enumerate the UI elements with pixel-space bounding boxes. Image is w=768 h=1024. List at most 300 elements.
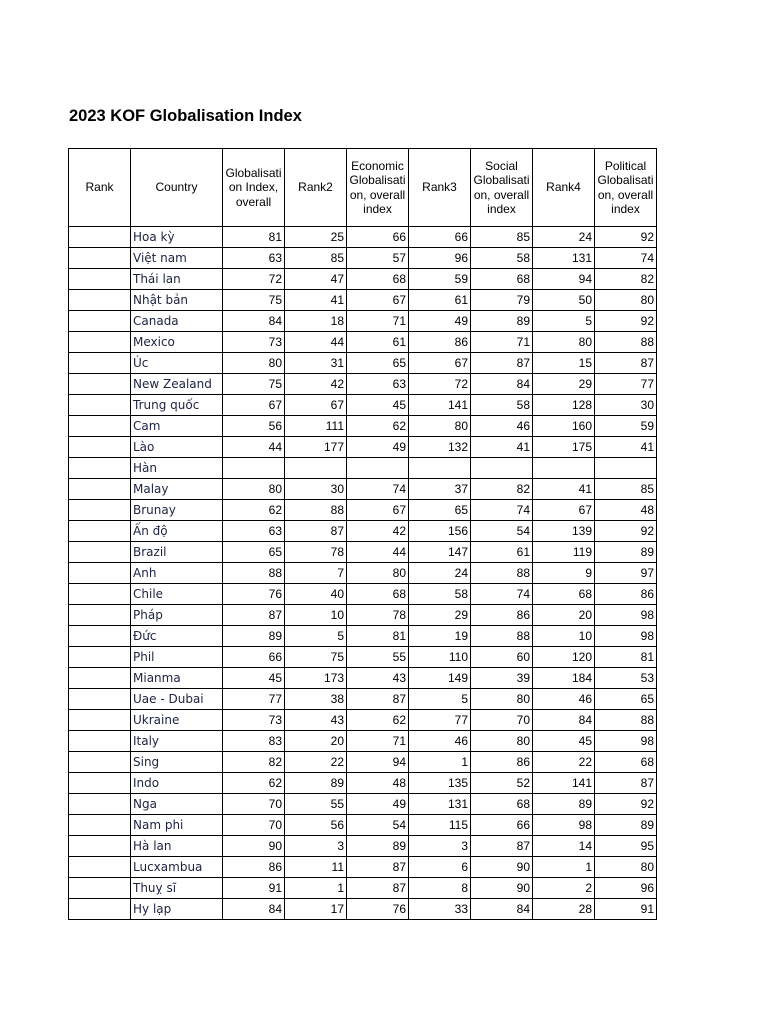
rank-cell [69, 815, 131, 836]
rank4-cell: 131 [533, 248, 595, 269]
rank2-cell [285, 458, 347, 479]
rank2-cell: 22 [285, 752, 347, 773]
rank3-cell: 29 [409, 605, 471, 626]
rank4-cell [533, 458, 595, 479]
rank4-cell: 160 [533, 416, 595, 437]
political-index-cell: 98 [595, 605, 657, 626]
table-row [69, 437, 657, 458]
political-index-cell: 96 [595, 878, 657, 899]
social-index-cell: 84 [471, 899, 533, 920]
country-cell: Việt nam [131, 248, 223, 269]
social-index-cell: 74 [471, 500, 533, 521]
rank2-cell: 1 [285, 878, 347, 899]
economic-index-cell: 62 [347, 710, 409, 731]
globalisation-index-cell: 83 [223, 731, 285, 752]
table-row [69, 899, 657, 920]
political-index-cell: 65 [595, 689, 657, 710]
rank4-cell: 175 [533, 437, 595, 458]
rank4-cell: 84 [533, 710, 595, 731]
rank2-cell: 20 [285, 731, 347, 752]
political-index-cell: 89 [595, 815, 657, 836]
rank2-cell: 177 [285, 437, 347, 458]
rank4-cell: 45 [533, 731, 595, 752]
country-cell: Cam [131, 416, 223, 437]
economic-index-cell [347, 458, 409, 479]
rank3-cell [409, 458, 471, 479]
rank2-cell: 87 [285, 521, 347, 542]
rank-cell [69, 689, 131, 710]
rank3-cell: 115 [409, 815, 471, 836]
rank4-cell: 139 [533, 521, 595, 542]
social-index-cell: 80 [471, 689, 533, 710]
rank4-cell: 120 [533, 647, 595, 668]
political-index-cell: 98 [595, 626, 657, 647]
header-social: Social Globalisation, overall index [471, 149, 533, 227]
rank-cell [69, 416, 131, 437]
rank2-cell: 42 [285, 374, 347, 395]
rank3-cell: 86 [409, 332, 471, 353]
table-row [69, 878, 657, 899]
political-index-cell: 92 [595, 521, 657, 542]
globalisation-index-cell [223, 458, 285, 479]
economic-index-cell: 54 [347, 815, 409, 836]
country-cell: Thuỵ sĩ [131, 878, 223, 899]
rank2-cell: 47 [285, 269, 347, 290]
rank3-cell: 156 [409, 521, 471, 542]
country-cell: Pháp [131, 605, 223, 626]
political-index-cell: 77 [595, 374, 657, 395]
country-cell: Hàn [131, 458, 223, 479]
globalisation-index-cell: 91 [223, 878, 285, 899]
table-row [69, 395, 657, 416]
table-row [69, 710, 657, 731]
social-index-cell: 58 [471, 395, 533, 416]
header-rank3: Rank3 [409, 149, 471, 227]
globalisation-index-cell: 90 [223, 836, 285, 857]
economic-index-cell: 71 [347, 311, 409, 332]
rank-cell [69, 521, 131, 542]
rank2-cell: 25 [285, 227, 347, 248]
social-index-cell: 61 [471, 542, 533, 563]
rank-cell [69, 395, 131, 416]
country-cell: Indo [131, 773, 223, 794]
rank4-cell: 1 [533, 857, 595, 878]
economic-index-cell: 45 [347, 395, 409, 416]
rank4-cell: 128 [533, 395, 595, 416]
globalisation-index-cell: 45 [223, 668, 285, 689]
rank-cell [69, 710, 131, 731]
country-cell: Đức [131, 626, 223, 647]
globalisation-index-cell: 70 [223, 815, 285, 836]
globalisation-index-cell: 62 [223, 500, 285, 521]
rank2-cell: 75 [285, 647, 347, 668]
rank3-cell: 61 [409, 290, 471, 311]
table-body [69, 227, 657, 920]
globalisation-index-cell: 87 [223, 605, 285, 626]
rank-cell [69, 605, 131, 626]
political-index-cell: 30 [595, 395, 657, 416]
country-cell: Úc [131, 353, 223, 374]
social-index-cell: 84 [471, 374, 533, 395]
social-index-cell: 90 [471, 857, 533, 878]
table-row [69, 332, 657, 353]
rank2-cell: 17 [285, 899, 347, 920]
rank-cell [69, 647, 131, 668]
social-index-cell: 89 [471, 311, 533, 332]
rank2-cell: 41 [285, 290, 347, 311]
social-index-cell: 88 [471, 626, 533, 647]
table-row [69, 269, 657, 290]
globalisation-index-cell: 72 [223, 269, 285, 290]
rank2-cell: 55 [285, 794, 347, 815]
globalisation-index-cell: 77 [223, 689, 285, 710]
social-index-cell: 87 [471, 836, 533, 857]
country-cell: Nga [131, 794, 223, 815]
rank3-cell: 96 [409, 248, 471, 269]
rank-cell [69, 500, 131, 521]
country-cell: Anh [131, 563, 223, 584]
rank4-cell: 119 [533, 542, 595, 563]
social-index-cell: 79 [471, 290, 533, 311]
globalisation-index-cell: 73 [223, 332, 285, 353]
table-row [69, 248, 657, 269]
political-index-cell: 85 [595, 479, 657, 500]
political-index-cell: 98 [595, 731, 657, 752]
header-political: Political Globalisation, overall index [595, 149, 657, 227]
rank-cell [69, 458, 131, 479]
social-index-cell: 86 [471, 605, 533, 626]
table-row [69, 416, 657, 437]
globalisation-index-cell: 62 [223, 773, 285, 794]
rank2-cell: 67 [285, 395, 347, 416]
social-index-cell: 66 [471, 815, 533, 836]
rank-cell [69, 752, 131, 773]
social-index-cell: 60 [471, 647, 533, 668]
rank3-cell: 141 [409, 395, 471, 416]
rank3-cell: 77 [409, 710, 471, 731]
rank2-cell: 30 [285, 479, 347, 500]
rank4-cell: 29 [533, 374, 595, 395]
economic-index-cell: 67 [347, 500, 409, 521]
rank-cell [69, 437, 131, 458]
rank-cell [69, 248, 131, 269]
table-row [69, 521, 657, 542]
political-index-cell: 92 [595, 311, 657, 332]
rank-cell [69, 899, 131, 920]
rank4-cell: 50 [533, 290, 595, 311]
social-index-cell [471, 458, 533, 479]
rank-cell [69, 227, 131, 248]
rank2-cell: 173 [285, 668, 347, 689]
rank3-cell: 58 [409, 584, 471, 605]
economic-index-cell: 42 [347, 521, 409, 542]
economic-index-cell: 81 [347, 626, 409, 647]
economic-index-cell: 89 [347, 836, 409, 857]
rank-cell [69, 290, 131, 311]
political-index-cell: 97 [595, 563, 657, 584]
rank2-cell: 40 [285, 584, 347, 605]
economic-index-cell: 68 [347, 584, 409, 605]
rank2-cell: 56 [285, 815, 347, 836]
rank4-cell: 5 [533, 311, 595, 332]
rank4-cell: 28 [533, 899, 595, 920]
globalisation-index-cell: 65 [223, 542, 285, 563]
rank-cell [69, 857, 131, 878]
rank3-cell: 46 [409, 731, 471, 752]
social-index-cell: 70 [471, 710, 533, 731]
rank-cell [69, 311, 131, 332]
social-index-cell: 54 [471, 521, 533, 542]
rank4-cell: 89 [533, 794, 595, 815]
political-index-cell: 68 [595, 752, 657, 773]
rank4-cell: 24 [533, 227, 595, 248]
social-index-cell: 90 [471, 878, 533, 899]
political-index-cell: 80 [595, 857, 657, 878]
rank-cell [69, 374, 131, 395]
economic-index-cell: 87 [347, 878, 409, 899]
table-row [69, 227, 657, 248]
rank4-cell: 68 [533, 584, 595, 605]
country-cell: Canada [131, 311, 223, 332]
country-cell: Brazil [131, 542, 223, 563]
table-row [69, 668, 657, 689]
economic-index-cell: 57 [347, 248, 409, 269]
economic-index-cell: 55 [347, 647, 409, 668]
economic-index-cell: 87 [347, 857, 409, 878]
globalisation-index-cell: 56 [223, 416, 285, 437]
social-index-cell: 86 [471, 752, 533, 773]
rank-cell [69, 773, 131, 794]
social-index-cell: 41 [471, 437, 533, 458]
globalisation-index-cell: 63 [223, 248, 285, 269]
country-cell: Lào [131, 437, 223, 458]
table-row [69, 374, 657, 395]
political-index-cell: 41 [595, 437, 657, 458]
country-cell: Malay [131, 479, 223, 500]
social-index-cell: 58 [471, 248, 533, 269]
rank3-cell: 6 [409, 857, 471, 878]
rank2-cell: 78 [285, 542, 347, 563]
rank-cell [69, 836, 131, 857]
country-cell: Uae - Dubai [131, 689, 223, 710]
rank2-cell: 85 [285, 248, 347, 269]
political-index-cell: 92 [595, 227, 657, 248]
country-cell: Nhật bản [131, 290, 223, 311]
globalisation-index-cell: 84 [223, 899, 285, 920]
table-row [69, 542, 657, 563]
rank2-cell: 7 [285, 563, 347, 584]
economic-index-cell: 65 [347, 353, 409, 374]
table-row [69, 794, 657, 815]
table-row [69, 458, 657, 479]
table-row [69, 584, 657, 605]
table-row [69, 311, 657, 332]
country-cell: Brunay [131, 500, 223, 521]
rank4-cell: 94 [533, 269, 595, 290]
political-index-cell [595, 458, 657, 479]
country-cell: Mianma [131, 668, 223, 689]
economic-index-cell: 76 [347, 899, 409, 920]
economic-index-cell: 67 [347, 290, 409, 311]
globalisation-index-cell: 75 [223, 290, 285, 311]
table-row [69, 731, 657, 752]
globalisation-index-cell: 89 [223, 626, 285, 647]
rank2-cell: 38 [285, 689, 347, 710]
economic-index-cell: 71 [347, 731, 409, 752]
social-index-cell: 71 [471, 332, 533, 353]
rank-cell [69, 479, 131, 500]
table-row [69, 353, 657, 374]
header-rank2: Rank2 [285, 149, 347, 227]
political-index-cell: 88 [595, 710, 657, 731]
header-globalisation-index: Globalisation Index, overall [223, 149, 285, 227]
economic-index-cell: 80 [347, 563, 409, 584]
economic-index-cell: 78 [347, 605, 409, 626]
country-cell: Ukraine [131, 710, 223, 731]
social-index-cell: 74 [471, 584, 533, 605]
globalisation-index-cell: 76 [223, 584, 285, 605]
rank3-cell: 8 [409, 878, 471, 899]
economic-index-cell: 87 [347, 689, 409, 710]
rank3-cell: 72 [409, 374, 471, 395]
table-row [69, 479, 657, 500]
country-cell: Ấn độ [131, 521, 223, 542]
globalisation-index-cell: 80 [223, 479, 285, 500]
economic-index-cell: 49 [347, 794, 409, 815]
economic-index-cell: 94 [347, 752, 409, 773]
political-index-cell: 87 [595, 773, 657, 794]
rank3-cell: 149 [409, 668, 471, 689]
political-index-cell: 53 [595, 668, 657, 689]
social-index-cell: 39 [471, 668, 533, 689]
economic-index-cell: 49 [347, 437, 409, 458]
social-index-cell: 68 [471, 269, 533, 290]
economic-index-cell: 74 [347, 479, 409, 500]
rank2-cell: 111 [285, 416, 347, 437]
country-cell: Mexico [131, 332, 223, 353]
political-index-cell: 80 [595, 290, 657, 311]
table-row [69, 752, 657, 773]
social-index-cell: 80 [471, 731, 533, 752]
social-index-cell: 46 [471, 416, 533, 437]
political-index-cell: 86 [595, 584, 657, 605]
rank3-cell: 110 [409, 647, 471, 668]
header-rank4: Rank4 [533, 149, 595, 227]
globalisation-index-cell: 44 [223, 437, 285, 458]
country-cell: Sing [131, 752, 223, 773]
globalisation-index-cell: 82 [223, 752, 285, 773]
rank4-cell: 98 [533, 815, 595, 836]
political-index-cell: 95 [595, 836, 657, 857]
globalisation-index-cell: 70 [223, 794, 285, 815]
rank3-cell: 67 [409, 353, 471, 374]
economic-index-cell: 48 [347, 773, 409, 794]
table-row [69, 773, 657, 794]
document-title: 2023 KOF Globalisation Index [69, 107, 302, 125]
rank-cell [69, 626, 131, 647]
country-cell: Hà lan [131, 836, 223, 857]
rank2-cell: 18 [285, 311, 347, 332]
globalisation-index-cell: 81 [223, 227, 285, 248]
rank2-cell: 3 [285, 836, 347, 857]
rank2-cell: 5 [285, 626, 347, 647]
table-row [69, 689, 657, 710]
rank3-cell: 37 [409, 479, 471, 500]
header-row [69, 149, 657, 227]
country-cell: New Zealand [131, 374, 223, 395]
table-row [69, 647, 657, 668]
rank-cell [69, 794, 131, 815]
rank3-cell: 59 [409, 269, 471, 290]
table-row [69, 815, 657, 836]
social-index-cell: 68 [471, 794, 533, 815]
political-index-cell: 89 [595, 542, 657, 563]
economic-index-cell: 66 [347, 227, 409, 248]
rank3-cell: 3 [409, 836, 471, 857]
economic-index-cell: 61 [347, 332, 409, 353]
globalisation-index-cell: 84 [223, 311, 285, 332]
table-row [69, 626, 657, 647]
political-index-cell: 74 [595, 248, 657, 269]
social-index-cell: 85 [471, 227, 533, 248]
globalisation-index-cell: 75 [223, 374, 285, 395]
country-cell: Lucxambua [131, 857, 223, 878]
table-header [69, 149, 657, 227]
rank3-cell: 1 [409, 752, 471, 773]
political-index-cell: 91 [595, 899, 657, 920]
rank4-cell: 184 [533, 668, 595, 689]
political-index-cell: 87 [595, 353, 657, 374]
economic-index-cell: 63 [347, 374, 409, 395]
rank3-cell: 19 [409, 626, 471, 647]
rank4-cell: 20 [533, 605, 595, 626]
rank3-cell: 24 [409, 563, 471, 584]
country-cell: Phil [131, 647, 223, 668]
rank4-cell: 67 [533, 500, 595, 521]
globalisation-index-cell: 67 [223, 395, 285, 416]
rank4-cell: 22 [533, 752, 595, 773]
rank3-cell: 49 [409, 311, 471, 332]
social-index-cell: 87 [471, 353, 533, 374]
globalisation-index-cell: 88 [223, 563, 285, 584]
rank-cell [69, 731, 131, 752]
rank3-cell: 66 [409, 227, 471, 248]
country-cell: Hy lạp [131, 899, 223, 920]
social-index-cell: 52 [471, 773, 533, 794]
social-index-cell: 82 [471, 479, 533, 500]
rank3-cell: 135 [409, 773, 471, 794]
globalisation-table [68, 148, 657, 920]
economic-index-cell: 62 [347, 416, 409, 437]
country-cell: Italy [131, 731, 223, 752]
globalisation-index-cell: 66 [223, 647, 285, 668]
economic-index-cell: 44 [347, 542, 409, 563]
globalisation-index-cell: 63 [223, 521, 285, 542]
rank-cell [69, 332, 131, 353]
rank-cell [69, 878, 131, 899]
country-cell: Thái lan [131, 269, 223, 290]
rank3-cell: 132 [409, 437, 471, 458]
table-row [69, 563, 657, 584]
rank2-cell: 31 [285, 353, 347, 374]
country-cell: Trung quốc [131, 395, 223, 416]
rank2-cell: 10 [285, 605, 347, 626]
rank-cell [69, 269, 131, 290]
globalisation-index-cell: 86 [223, 857, 285, 878]
political-index-cell: 88 [595, 332, 657, 353]
rank-cell [69, 542, 131, 563]
economic-index-cell: 43 [347, 668, 409, 689]
